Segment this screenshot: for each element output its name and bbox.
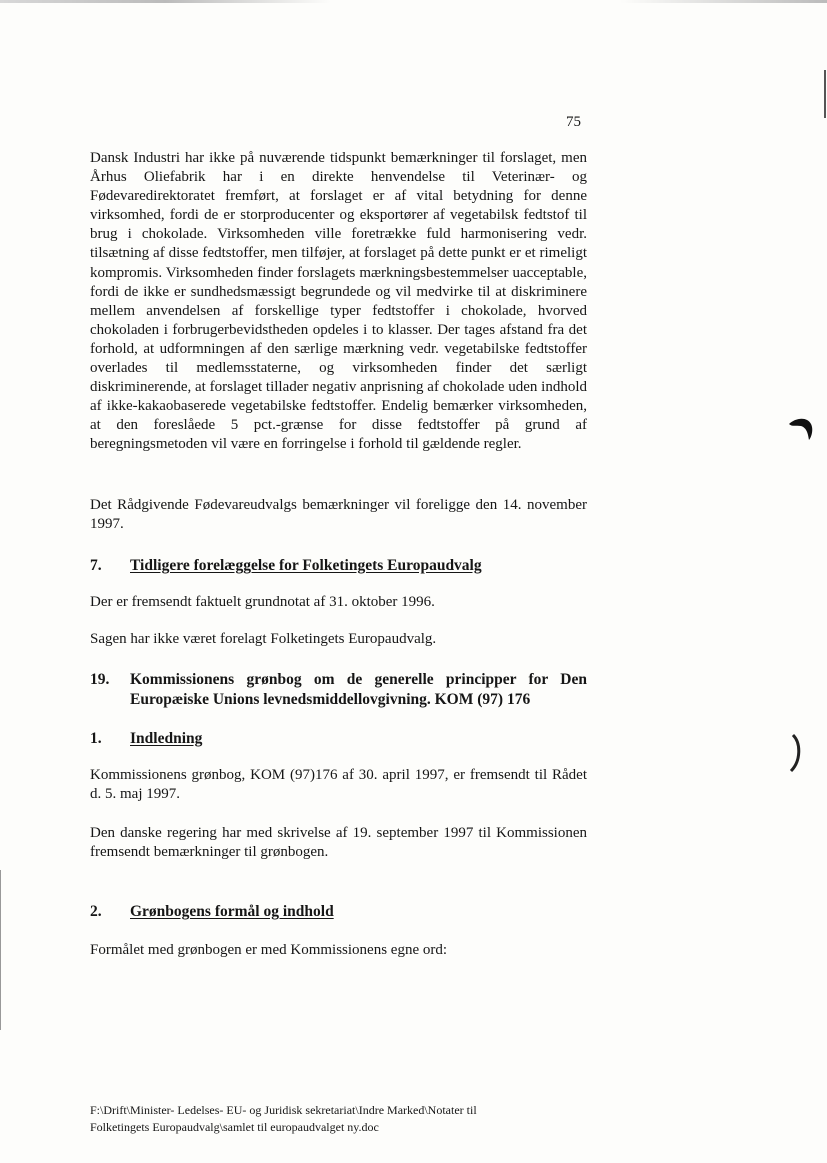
paragraph-green-paper-sent: Kommissionens grønbog, KOM (97)176 af 30. april 1997, er fremsendt til Rådet d. 5. maj 1997.: [90, 767, 587, 803]
footer-line-2: Folketingets Europaudvalg\samlet til europaudvalget ny.doc: [90, 1120, 379, 1134]
page-number: 75: [566, 114, 581, 130]
file-path-footer: [90, 1102, 477, 1136]
scan-edge-top: [0, 0, 827, 3]
section-title: Indledning: [130, 730, 203, 747]
section-title: Grønbogens formål og indhold: [130, 903, 334, 920]
section-title: Kommissionens grønbog om de generelle principper for Den Europæiske Unions levnedsmiddellovgivning. KOM (97) 176: [130, 671, 587, 708]
paragraph-advisory-committee: Det Rådgivende Fødevareudvalgs bemærkninger vil foreligge den 14. november 1997.: [90, 497, 587, 533]
scan-bracket-mark: [787, 733, 807, 773]
section-number: 2.: [90, 903, 102, 920]
section-number: 1.: [90, 730, 102, 747]
paragraph-government-letter: Den danske regering har med skrivelse af 19. september 1997 til Kommissionen fremsendt bemærkninger til grønbogen.: [90, 825, 587, 861]
footer-line-1: F:\Drift\Minister- Ledelses- EU- og Juridisk sekretariat\Indre Marked\Notater til: [90, 1103, 477, 1117]
section-number: 7.: [90, 557, 102, 574]
paragraph-industry-comments: Dansk Industri har ikke på nuværende tidspunkt bemærkninger til forslaget, men Århus Oliefabrik har i en direkte henvendelse til Veterinær- og Fødevaredirektoratet fremført, at forslaget er af vital betydning for denne virksomhed, fordi de er storproducenter og eksportører af vegetabilsk fedtstof til brug i chokolade. Virksomheden ville foretrække fuld harmonisering vedr. tilsætning af disse fedtstoffer, men tilføjer, at forslaget på dette punkt er et rimeligt kompromis. Virksomheden finder forslagets mærkningsbestemmelser uacceptable, fordi de ikke er sundhedsmæssigt begrundede og vil medvirke til at diskriminere mellem anvendelsen af forskellige typer fedtstoffer i chokolade, hvorved chokoladen i forbrugerbevidstheden opdeles i to klasser. Der tages afstand fra det forhold, at udformningen af den særlige mærkning vedr. vegetabilske fedtstoffer overlades til medlemsstaterne, og virksomheden finder det særligt diskriminerende, at forslaget tillader negativ anprisning af chokolade uden indhold af ikke-kakaobaserede vegetabilske fedtstoffer. Endelig bemærker virksomheden, at den foreslåede 5 pct.-grænse for disse fedtstoffer på grund af beregningsmetoden vil være en forringelse i forhold til gældende regler.: [90, 150, 587, 453]
section-title: Tidligere forelæggelse for Folketingets Europaudvalg: [130, 557, 482, 574]
scan-smudge-mark: [787, 416, 817, 442]
section-number: 19.: [90, 671, 110, 688]
paragraph-factual-note: Der er fremsendt faktuelt grundnotat af 31. oktober 1996.: [90, 594, 435, 610]
paragraph-purpose: Formålet med grønbogen er med Kommissionens egne ord:: [90, 942, 448, 958]
scan-edge-left: [0, 870, 1, 1030]
paragraph-not-presented: Sagen har ikke været forelagt Folketingets Europaudvalg.: [90, 631, 437, 647]
scan-edge-right: [824, 70, 826, 118]
